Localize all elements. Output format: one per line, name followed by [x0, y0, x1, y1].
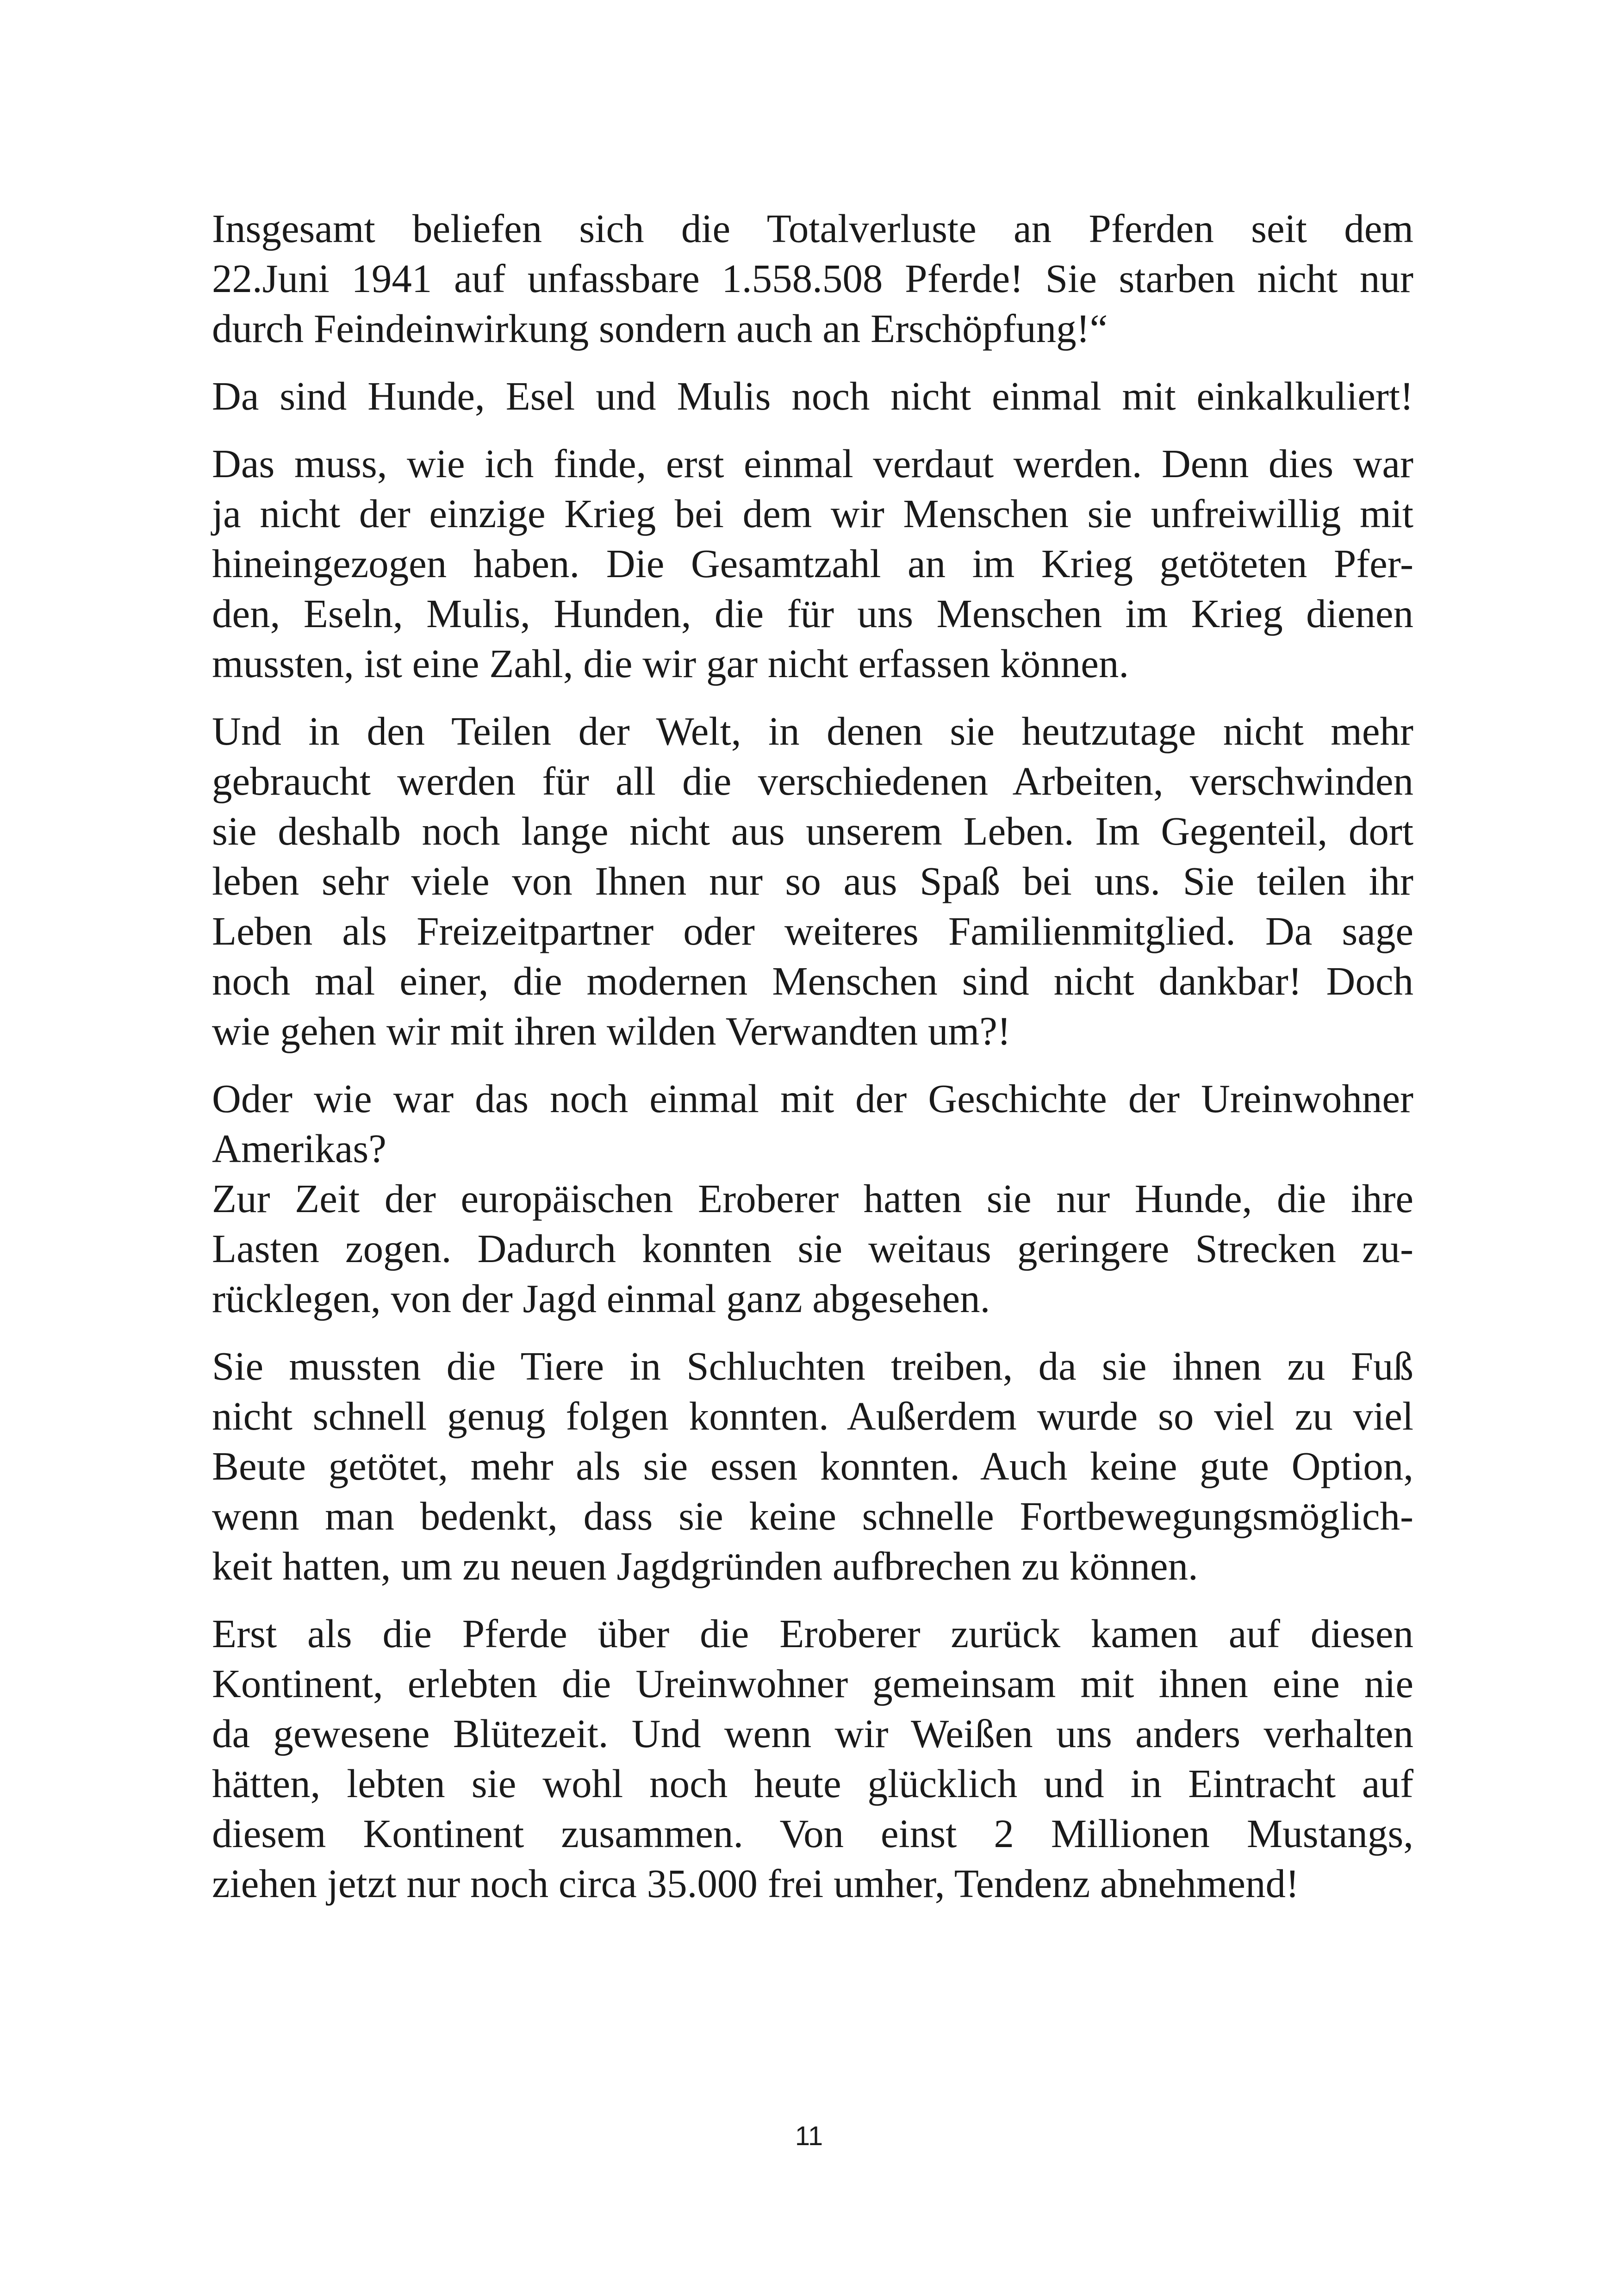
paragraph-5: [212, 1074, 1413, 1324]
text-line: Da sind Hunde, Esel und Mulis noch nicht einmal mit einkalkuliert!: [212, 373, 1413, 418]
text-line: leben sehr viele von Ihnen nur so aus Spaß bei uns. Sie teilen ihr: [212, 859, 1413, 903]
text-line: ziehen jetzt nur noch circa 35.000 frei umher, Tendenz abnehmend!: [212, 1861, 1299, 1906]
text-line: Beute getötet, mehr als sie essen konnten. Auch keine gute Option,: [212, 1444, 1413, 1488]
text-line: Leben als Freizeitpartner oder weiteres Familienmitglied. Da sage: [212, 908, 1413, 953]
text-line: Amerikas?: [212, 1126, 386, 1171]
text-line: mussten, ist eine Zahl, die wir gar nicht erfassen können.: [212, 641, 1129, 686]
text-line: da gewesene Blütezeit. Und wenn wir Weißen uns anders verhalten: [212, 1711, 1413, 1756]
text-line: gebraucht werden für all die verschiedenen Arbeiten, verschwinden: [212, 759, 1413, 803]
text-line: durch Feindeinwirkung sondern auch an Erschöpfung!“: [212, 306, 1108, 351]
body-text: [212, 204, 1413, 1926]
text-line: sie deshalb noch lange nicht aus unserem Leben. Im Gegenteil, dort: [212, 809, 1413, 853]
paragraph-3: [212, 439, 1413, 689]
text-line: Sie mussten die Tiere in Schluchten treiben, da sie ihnen zu Fuß: [212, 1344, 1413, 1388]
text-line: Und in den Teilen der Welt, in denen sie heutzutage nicht mehr: [212, 709, 1413, 753]
text-line: wenn man bedenkt, dass sie keine schnelle Fortbewegungsmöglich-: [212, 1493, 1413, 1538]
text-line: 22.Juni 1941 auf unfassbare 1.558.508 Pferde! Sie starben nicht nur: [212, 256, 1413, 301]
text-line: Zur Zeit der europäischen Eroberer hatten sie nur Hunde, die ihre: [212, 1176, 1413, 1221]
text-line: ja nicht der einzige Krieg bei dem wir Menschen sie unfreiwillig mit: [212, 491, 1413, 536]
paragraph-7: [212, 1609, 1413, 1909]
paragraph-2: [212, 371, 1413, 421]
text-line: Oder wie war das noch einmal mit der Geschichte der Ureinwohner: [212, 1076, 1413, 1121]
text-line: noch mal einer, die modernen Menschen sind nicht dankbar! Doch: [212, 958, 1413, 1003]
paragraph-6: [212, 1341, 1413, 1591]
paragraph-4: [212, 706, 1413, 1056]
page-number: 11: [795, 2121, 823, 2151]
text-line: Insgesamt beliefen sich die Totalverluste an Pferden seit dem: [212, 206, 1413, 251]
text-line: Kontinent, erlebten die Ureinwohner gemeinsam mit ihnen eine nie: [212, 1661, 1413, 1706]
text-line: rücklegen, von der Jagd einmal ganz abgesehen.: [212, 1276, 990, 1321]
text-line: hineingezogen haben. Die Gesamtzahl an im Krieg getöteten Pfer-: [212, 541, 1413, 586]
text-line: hätten, lebten sie wohl noch heute glücklich und in Eintracht auf: [212, 1761, 1413, 1806]
text-line: diesem Kontinent zusammen. Von einst 2 Millionen Mustangs,: [212, 1811, 1413, 1856]
paragraph-1: [212, 204, 1413, 354]
text-line: Lasten zogen. Dadurch konnten sie weitaus geringere Strecken zu-: [212, 1226, 1413, 1271]
text-line: Das muss, wie ich finde, erst einmal verdaut werden. Denn dies war: [212, 441, 1413, 486]
text-line: den, Eseln, Mulis, Hunden, die für uns Menschen im Krieg dienen: [212, 591, 1413, 636]
text-line: keit hatten, um zu neuen Jagdgründen aufbrechen zu können.: [212, 1543, 1198, 1588]
text-line: Erst als die Pferde über die Eroberer zurück kamen auf diesen: [212, 1611, 1413, 1656]
text-line: nicht schnell genug folgen konnten. Außerdem wurde so viel zu viel: [212, 1394, 1413, 1438]
text-line: wie gehen wir mit ihren wilden Verwandten um?!: [212, 1008, 1011, 1053]
